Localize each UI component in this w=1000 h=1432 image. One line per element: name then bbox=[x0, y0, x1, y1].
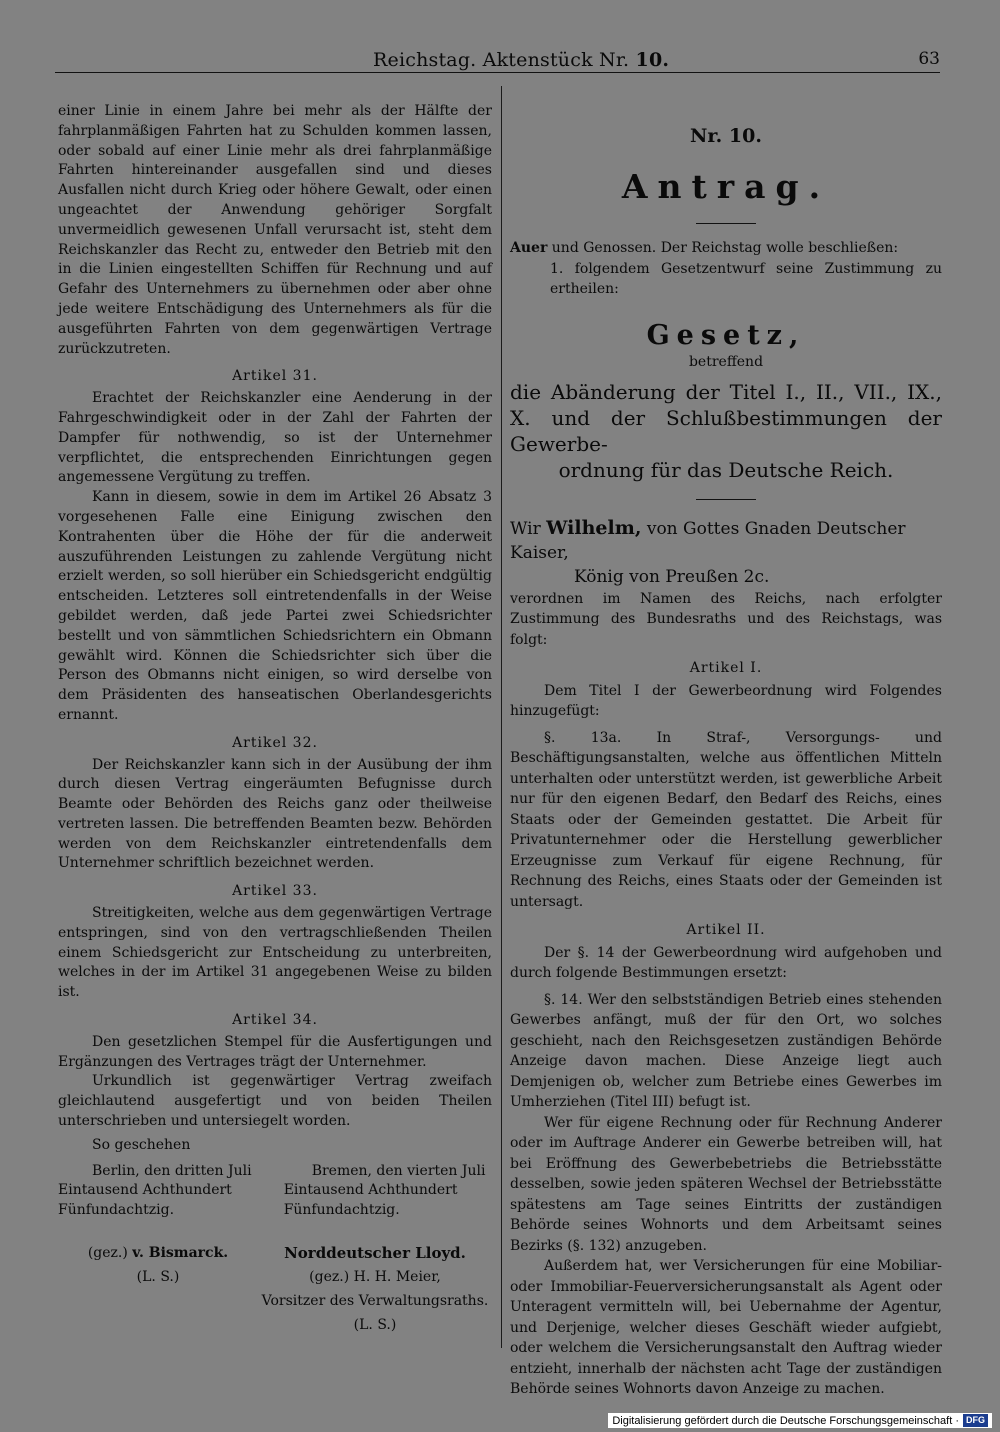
credit-text: Digitalisierung gefördert durch die Deutsche Forschungsgemeinschaft · bbox=[612, 1414, 959, 1427]
article-heading: Artikel 34. bbox=[232, 1012, 318, 1029]
place-date-row bbox=[58, 1162, 492, 1221]
signatory-name: v. Bismarck. bbox=[132, 1245, 229, 1262]
motion-intro: und Genossen. Der Reichstag wolle beschließen: bbox=[551, 240, 899, 256]
closing-formula: So geschehen bbox=[92, 1136, 191, 1153]
signed-mark: (gez.) bbox=[309, 1269, 350, 1286]
column-divider bbox=[501, 86, 502, 1348]
document-title: Antrag. bbox=[621, 166, 831, 206]
sovereign-line bbox=[510, 516, 942, 565]
page-header bbox=[55, 45, 940, 73]
right-column bbox=[510, 126, 942, 1400]
signature-block bbox=[58, 1241, 492, 1337]
digitization-credit bbox=[608, 1413, 992, 1428]
seal-mark: (L. S.) bbox=[353, 1317, 397, 1334]
paragraph: Der §. 14 der Gewerbeordnung wird aufgehoben und durch folgende Bestimmungen ersetzt: bbox=[510, 944, 942, 981]
page-number: 63 bbox=[918, 49, 940, 69]
paragraph: Erachtet der Reichskanzler eine Aenderung in der Fahrgeschwindigkeit oder in der Zahl der Fahrten der Dampfer für nothwendig, so ist der Unternehmer verpflichtet, die entsprechenden Einrichtungen gegen angemessene Vergütung zu treffen. bbox=[58, 390, 492, 486]
running-head-text: Reichstag. Aktenstück Nr. bbox=[373, 49, 630, 71]
paragraph: Wer für eigene Rechnung oder für Rechnung Anderer oder im Auftrage Anderer ein Gewerbe betreiben will, hat bei Eröffnung des Gewerbebetriebs die Betriebsstätte desselben, sowie jeden späteren Wechsel der Betriebsstätte spätestens am Tage seines Eintritts der zuständigen Behörde seines Wohnorts und dem Arbeitsamt seines Bezirks (§. 132) anzugeben. bbox=[510, 1114, 942, 1254]
company-name: Norddeutscher Lloyd. bbox=[284, 1244, 466, 1263]
paragraph: einer Linie in einem Jahre bei mehr als der Hälfte der fahrplanmäßigen Fahrten hat zu Schulden kommen lassen, oder sobald auf einer Linie mehr als drei fahrplanmäßige Fahrten hintereinander ausgefallen sind und dieses Ausfallen nicht durch Krieg oder höhere Gewalt, oder einen ungeachtet der Anwendung gehöriger Sorgfalt unvermeidlich gewesenen Unfall verursacht ist, steht dem Reichskanzler das Recht zu, entweder den Betrieb mit den in die Linien eingestellten Schiffen für Rechnung und auf Gefahr des Unternehmers zu übernehmen oder aber ohne jede weitere Entschädigung des Unternehmers als für die ausgeführten Fahrten von dem gegenwärtigen Vertrage zurückzutreten. bbox=[58, 103, 492, 357]
paragraph: Den gesetzlichen Stempel für die Ausfertigungen und Ergänzungen des Vertrages trägt der Unternehmer. bbox=[58, 1033, 492, 1070]
signature-left bbox=[58, 1241, 258, 1337]
signatory-name: H. H. Meier, bbox=[353, 1269, 441, 1286]
law-betreffend: betreffend bbox=[688, 354, 764, 370]
article-heading: Artikel 33. bbox=[232, 883, 318, 900]
sovereign-name: Wilhelm, bbox=[546, 516, 642, 539]
place-date-bremen: Bremen, den vierten Juli Eintausend Achthundert Fünfundachtzig. bbox=[283, 1162, 486, 1219]
article-heading: Artikel II. bbox=[686, 922, 766, 938]
enacting-clause: verordnen im Namen des Reichs, nach erfolgter Zustimmung des Bundesraths und des Reichstags, was folgt: bbox=[510, 590, 942, 648]
document-number-heading: Nr. 10. bbox=[690, 125, 762, 147]
paragraph: Streitigkeiten, welche aus dem gegenwärtigen Vertrage entspringen, sind von den vertragschließenden Theilen einem Schiedsgericht zur Entscheidung zu unterbreiten, welches in der im Artikel 31 angegebenen Weise zu bilden ist. bbox=[58, 905, 492, 1001]
paragraph: Urkundlich ist gegenwärtiger Vertrag zweifach gleichlautend ausgefertigt und von beiden Theilen unterschrieben und untersiegelt worden. bbox=[58, 1073, 492, 1130]
sovereign-wir: Wir bbox=[510, 518, 541, 539]
sovereign-title: von Gottes Gnaden Deutscher Kaiser, bbox=[510, 518, 906, 563]
place-date-berlin: Berlin, den dritten Juli Eintausend Achthundert Fünfundachtzig. bbox=[58, 1162, 252, 1219]
proposer-name: Auer bbox=[510, 240, 548, 256]
header-rule bbox=[55, 72, 940, 73]
signature-right bbox=[258, 1241, 492, 1337]
paragraph: §. 13a. In Straf-, Versorgungs- und Beschäftigungsanstalten, welche aus öffentlichen Mitteln unterhalten oder unterstützt werden, ist gewerbliche Arbeit nur für den eigenen Bedarf, den Bedarf des Reichs, eines Staats oder der Gemeinden gestattet. Die Arbeit für Privatunternehmer oder die Herstellung gewerblicher Erzeugnisse zum Verkauf für eigene Rechnung, für Rechnung des Reichs, eines Staats oder der Gemeinden ist untersagt. bbox=[510, 729, 942, 910]
signed-mark: (gez.) bbox=[87, 1245, 128, 1262]
signatory-role: Vorsitzer des Verwaltungsraths. bbox=[261, 1293, 489, 1310]
paragraph: Der Reichskanzler kann sich in der Ausübung der ihm durch diesen Vertrag eingeräumten Befugnisse durch Beamte oder Behörden des Reichs ganz oder theilweise vertreten lassen. Die betreffenden Beamten bezw. Behörden werden von dem Reichskanzler eintretendenfalls dem Unternehmer schriftlich bezeichnet werden. bbox=[58, 756, 492, 872]
article-heading: Artikel 32. bbox=[232, 734, 318, 751]
paragraph: §. 14. Wer den selbstständigen Betrieb eines stehenden Gewerbes anfängt, muß der für den Ort, wo solches geschieht, nach den Reichsgesetzen zuständigen Behörde Anzeige davon machen. Diese Anzeige liegt auch Demjenigen ob, welcher zum Betriebe eines Gewerbes im Umherziehen (Titel III) befugt ist. bbox=[510, 991, 942, 1110]
law-subject-end: ordnung für das Deutsche Reich. bbox=[558, 457, 894, 482]
left-column bbox=[58, 102, 492, 1337]
sovereign-title-line2: König von Preußen 2c. bbox=[574, 566, 770, 587]
law-subject: die Abänderung der Titel I., II., VII., IX., X. und der Schlußbestimmungen der Gewerbe- bbox=[510, 379, 942, 456]
section-rule bbox=[696, 223, 756, 224]
seal-mark: (L. S.) bbox=[136, 1269, 180, 1286]
running-head bbox=[373, 49, 669, 71]
motion-item: 1. folgendem Gesetzentwurf seine Zustimmung zu ertheilen: bbox=[550, 260, 942, 297]
paragraph: Außerdem hat, wer Versicherungen für eine Mobiliar- oder Immobiliar-Feuerversicherungsanstalt als Agent oder Unteragent vermitteln will, bei Uebernahme der Agentur, und Derjenige, welcher dieses Geschäft wieder aufgiebt, oder welchem die Versicherungsanstalt den Auftrag wieder entzieht, innerhalb der nächsten acht Tage der zuständigen Behörde seines Wohnorts davon Anzeige zu machen. bbox=[510, 1258, 942, 1397]
article-heading: Artikel 31. bbox=[232, 368, 318, 385]
section-rule bbox=[696, 499, 756, 500]
document-number: 10. bbox=[635, 49, 670, 71]
article-heading: Artikel I. bbox=[689, 660, 763, 676]
law-title: Gesetz, bbox=[646, 319, 806, 351]
dfg-logo: DFG bbox=[963, 1414, 988, 1427]
paragraph: Dem Titel I der Gewerbeordnung wird Folgendes hinzugefügt: bbox=[510, 682, 942, 719]
paragraph: Kann in diesem, sowie in dem im Artikel 26 Absatz 3 vorgesehenen Falle eine Einigung zwischen den Kontrahenten über die Höhe der für die anderweit auszuführenden Leistungen zu zahlende Vergütung nicht erzielt werden, so soll hierüber ein Schiedsgericht endgültig entscheiden. Letzteres soll eintretendenfalls in der Weise gebildet werden, daß jede Partei zwei Schiedsrichter bestellt und von sämmtlichen Schiedsrichtern ein Obmann gewählt wird. Können die Schiedsrichter sich über die Person des Obmanns nicht einigen, so wird derselbe von dem Präsidenten des hanseatischen Oberlandesgerichts ernannt. bbox=[58, 489, 492, 723]
